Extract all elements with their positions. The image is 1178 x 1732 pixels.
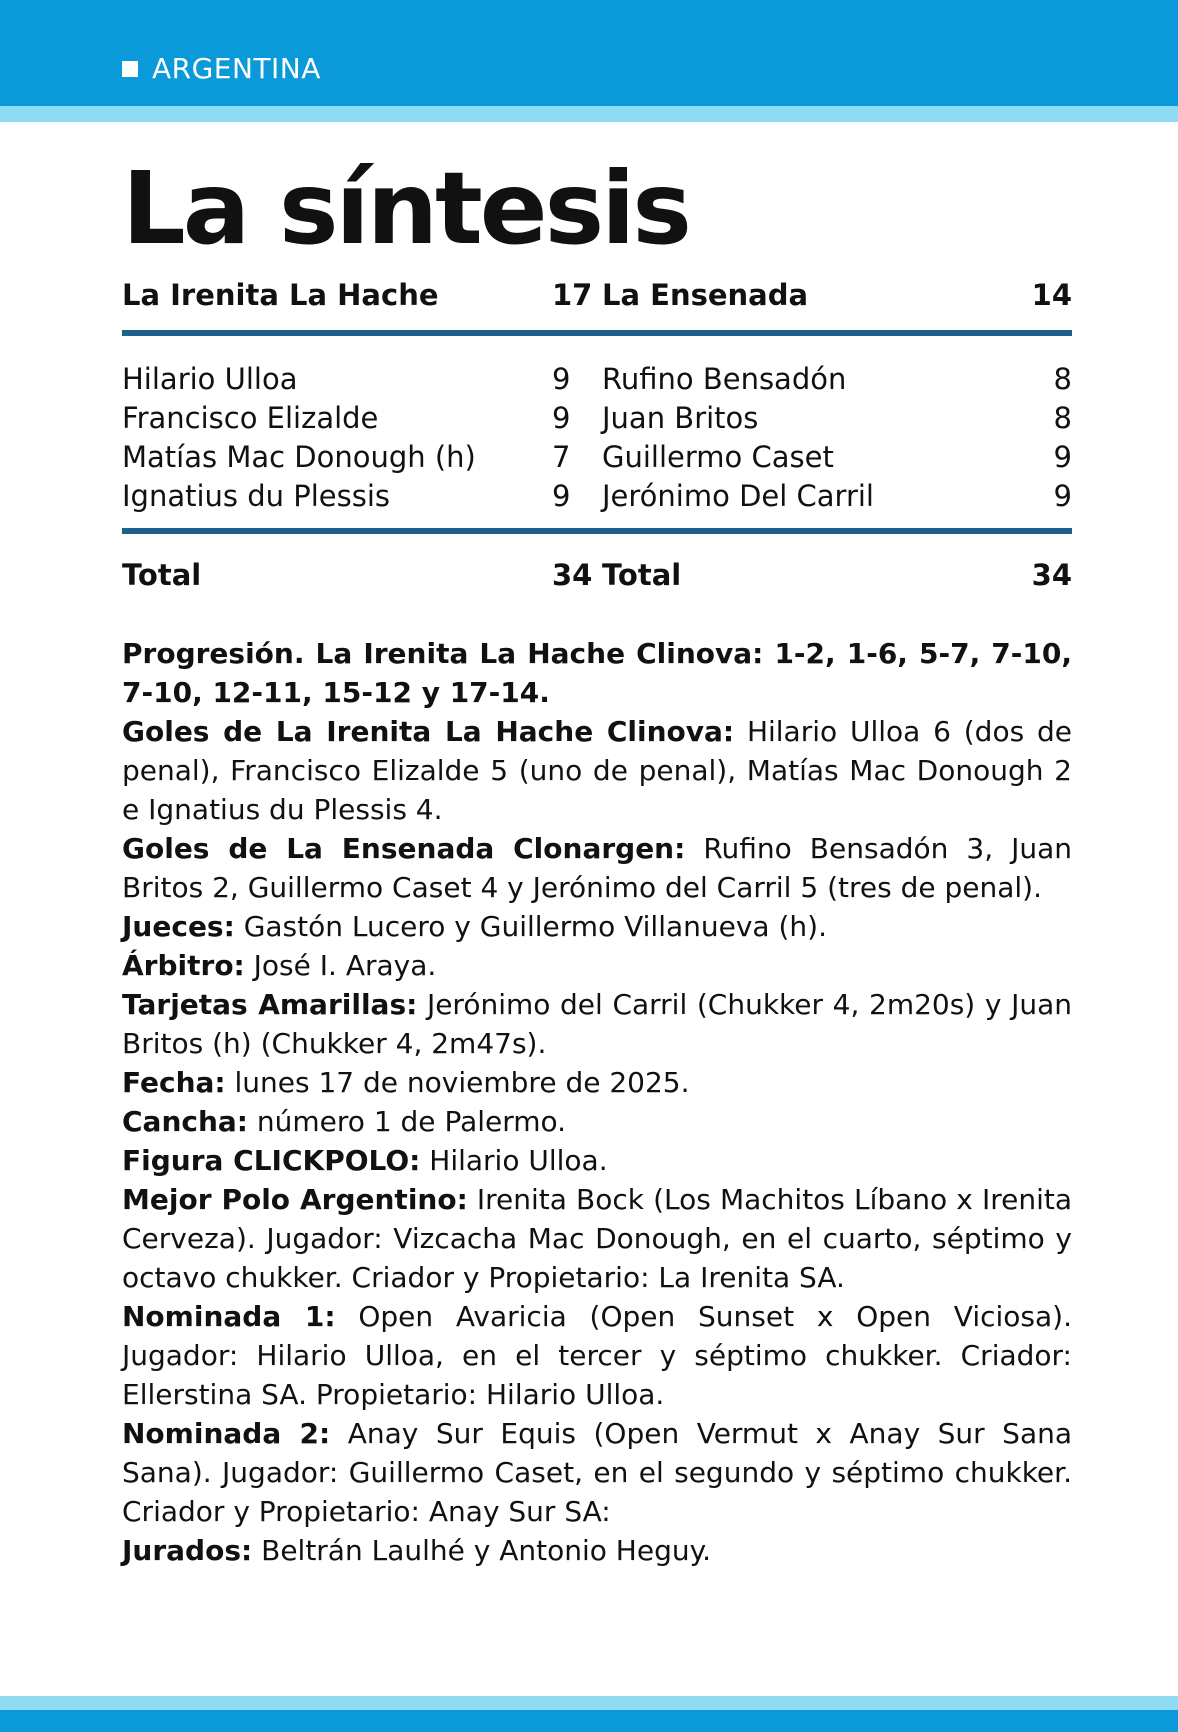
- away-team-name: La Ensenada: [602, 278, 809, 312]
- away-player-handicap: 9: [1053, 479, 1072, 513]
- detail-label: Jurados:: [122, 1534, 253, 1567]
- home-player-handicap: 9: [552, 362, 571, 396]
- home-total-value: 34: [552, 558, 593, 592]
- away-player-handicap: 8: [1053, 362, 1072, 396]
- detail-item: [122, 1297, 1072, 1414]
- player-row: [122, 360, 1072, 399]
- home-player-name: Hilario Ulloa: [122, 362, 298, 396]
- teams-row: [122, 276, 1072, 320]
- home-player-name: Matías Mac Donough (h): [122, 440, 476, 474]
- detail-item: [122, 1414, 1072, 1531]
- divider: [122, 528, 1072, 534]
- away-player-name: Rufino Bensadón: [602, 362, 847, 396]
- detail-item: [122, 1180, 1072, 1297]
- away-total-label: Total: [602, 558, 682, 592]
- detail-text: Hilario Ulloa 6 (dos de penal), Francisco Elizalde 5 (uno de penal), Matías Mac Donough 2 e Ignatius du Plessis 4.: [122, 715, 1072, 826]
- article: [122, 150, 1072, 1570]
- away-player-handicap: 9: [1053, 440, 1072, 474]
- detail-label: Goles de La Ensenada Clonargen:: [122, 832, 686, 865]
- detail-item: [122, 1531, 1072, 1570]
- detail-label: Árbitro:: [122, 949, 245, 982]
- detail-item: [122, 946, 1072, 985]
- detail-label: Figura CLICKPOLO:: [122, 1144, 421, 1177]
- detail-label: Fecha:: [122, 1066, 226, 1099]
- away-player-name: Juan Britos: [602, 401, 759, 435]
- totals-row: [122, 556, 1072, 600]
- detail-text: Hilario Ulloa.: [420, 1144, 608, 1177]
- detail-item: [122, 907, 1072, 946]
- away-player-name: Jerónimo Del Carril: [602, 479, 874, 513]
- detail-label: Goles de La Irenita La Hache Clinova:: [122, 715, 735, 748]
- detail-text: Anay Sur Equis (Open Vermut x Anay Sur Sana Sana). Jugador: Guillermo Caset, en el segundo y séptimo chukker. Criador y Propietario: Anay Sur SA:: [122, 1417, 1073, 1528]
- home-player-name: Ignatius du Plessis: [122, 479, 391, 513]
- home-team-name: La Irenita La Hache: [122, 278, 439, 312]
- section-name: ARGENTINA: [152, 52, 321, 85]
- match-details: [122, 634, 1072, 1570]
- detail-text: lunes 17 de noviembre de 2025.: [225, 1066, 690, 1099]
- home-player-name: Francisco Elizalde: [122, 401, 379, 435]
- header-stripe: [0, 106, 1178, 122]
- detail-label: Mejor Polo Argentino:: [122, 1183, 468, 1216]
- away-team-score: 14: [1031, 278, 1072, 312]
- detail-text: Beltrán Laulhé y Antonio Heguy.: [252, 1534, 712, 1567]
- divider: [122, 330, 1072, 336]
- home-player-handicap: 7: [552, 440, 571, 474]
- footer-stripe: [0, 1696, 1178, 1710]
- score-table: [122, 276, 1072, 600]
- footer-bar: [0, 1710, 1178, 1732]
- detail-item: [122, 1141, 1072, 1180]
- home-team-score: 17: [552, 278, 593, 312]
- detail-label: Jueces:: [122, 910, 235, 943]
- away-player-name: Guillermo Caset: [602, 440, 834, 474]
- progression: Progresión. La Irenita La Hache Clinova: 1-2, 1-6, 5-7, 7-10, 7-10, 12-11, 15-12 y 17-14.: [122, 637, 1072, 709]
- detail-text: José I. Araya.: [244, 949, 437, 982]
- home-player-handicap: 9: [552, 479, 571, 513]
- detail-label: Nominada 2:: [122, 1417, 331, 1450]
- player-row: [122, 477, 1072, 516]
- detail-text: Gastón Lucero y Guillermo Villanueva (h).: [234, 910, 827, 943]
- section-label: [122, 52, 321, 85]
- detail-item: [122, 712, 1072, 829]
- players-list: [122, 360, 1072, 516]
- detail-label: Tarjetas Amarillas:: [122, 988, 418, 1021]
- detail-item: [122, 1102, 1072, 1141]
- detail-text: Rufino Bensadón 3, Juan Britos 2, Guillermo Caset 4 y Jerónimo del Carril 5 (tres de penal).: [122, 832, 1073, 904]
- detail-item: [122, 829, 1072, 907]
- detail-item: [122, 985, 1072, 1063]
- detail-text: Jerónimo del Carril (Chukker 4, 2m20s) y Juan Britos (h) (Chukker 4, 2m47s).: [122, 988, 1072, 1060]
- away-total-value: 34: [1031, 558, 1072, 592]
- square-bullet-icon: [122, 61, 138, 77]
- detail-text: Open Avaricia (Open Sunset x Open Viciosa). Jugador: Hilario Ulloa, en el tercer y séptimo chukker. Criador: Ellerstina SA. Propietario: Hilario Ulloa.: [122, 1300, 1072, 1411]
- player-row: [122, 399, 1072, 438]
- player-row: [122, 438, 1072, 477]
- detail-item: [122, 1063, 1072, 1102]
- away-player-handicap: 8: [1053, 401, 1072, 435]
- detail-label: Nominada 1:: [122, 1300, 336, 1333]
- home-player-handicap: 9: [552, 401, 571, 435]
- detail-label: Cancha:: [122, 1105, 248, 1138]
- page-title: La síntesis: [122, 150, 689, 267]
- home-total-label: Total: [122, 558, 202, 592]
- detail-text: número 1 de Palermo.: [248, 1105, 567, 1138]
- detail-text: Irenita Bock (Los Machitos Líbano x Irenita Cerveza). Jugador: Vizcacha Mac Donough, en el cuarto, séptimo y octavo chukker. Criador y Propietario: La Irenita SA.: [122, 1183, 1072, 1294]
